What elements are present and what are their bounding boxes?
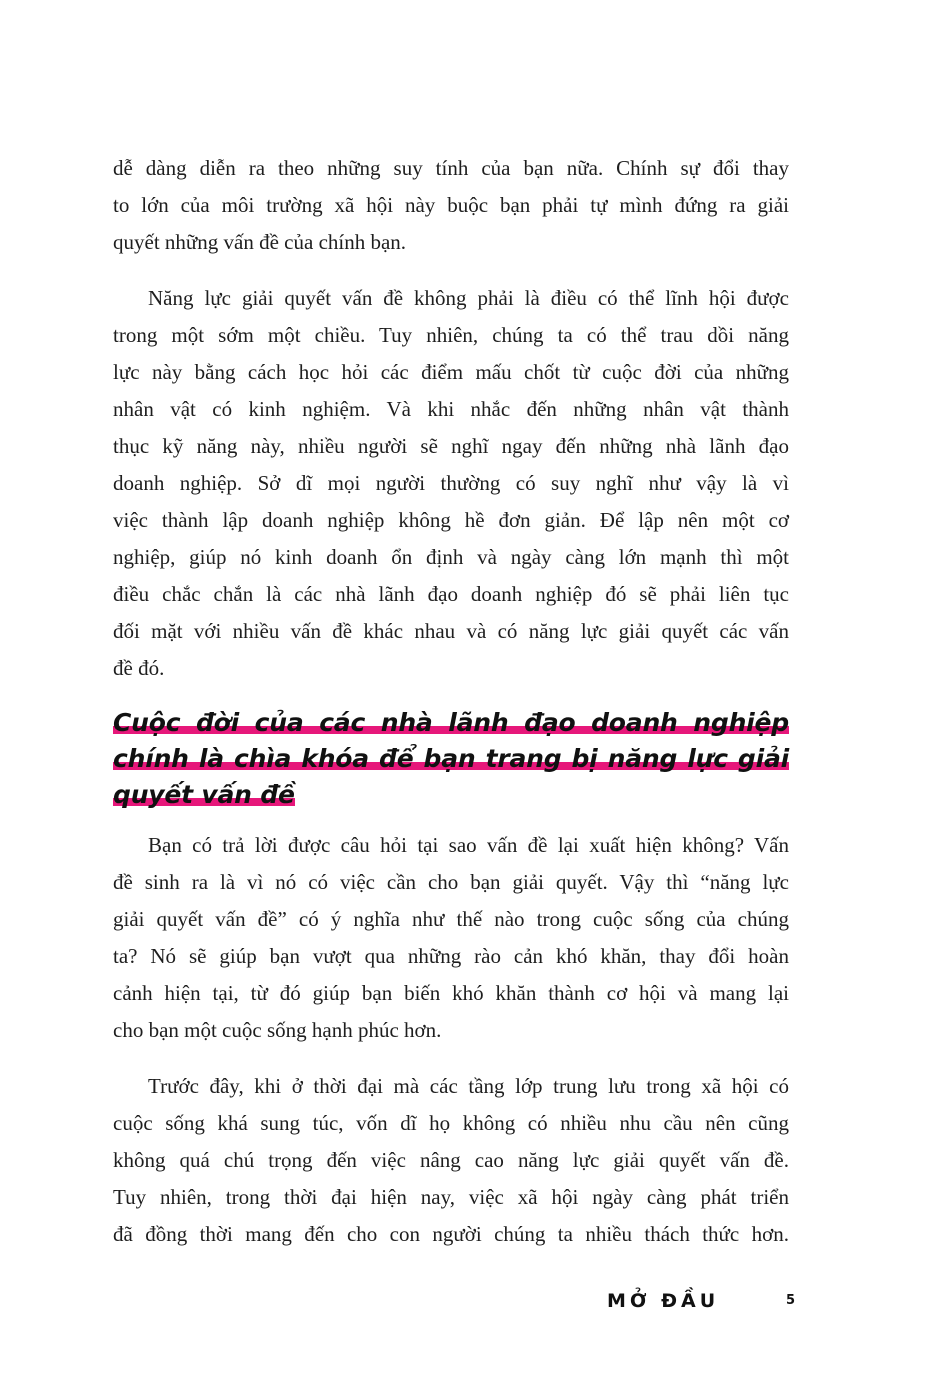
text-line: cuộc sống khá sung túc, vốn dĩ họ không có nhiều nhu cầu nên cũng <box>113 1111 789 1135</box>
text-line: đối mặt với nhiều vấn đề khác nhau và có năng lực giải quyết các vấn <box>113 619 789 643</box>
heading-line <box>113 777 789 813</box>
text-line: dễ dàng diễn ra theo những suy tính của bạn nữa. Chính sự đổi thay <box>113 156 789 180</box>
text-line: nhân vật có kinh nghiệm. Và khi nhắc đến những nhân vật thành <box>113 397 789 421</box>
text-line: Năng lực giải quyết vấn đề không phải là điều có thể lĩnh hội được <box>148 286 789 310</box>
heading-line <box>113 741 789 777</box>
section-heading <box>113 705 789 813</box>
text-line: nghiệp, giúp nó kinh doanh ổn định và ngày càng lớn mạnh thì một <box>113 545 789 569</box>
text-line: trong một sớm một chiều. Tuy nhiên, chúng ta có thể trau dồi năng <box>113 323 789 347</box>
text-line: việc thành lập doanh nghiệp không hề đơn giản. Để lập nên một cơ <box>113 508 789 532</box>
heading-highlight: Cuộc đời của các nhà lãnh đạo doanh nghiệp <box>113 708 789 737</box>
text-line: đã đồng thời mang đến cho con người chúng ta nhiều thách thức hơn. <box>113 1222 789 1246</box>
text-line: Trước đây, khi ở thời đại mà các tầng lớp trung lưu trong xã hội có <box>148 1074 789 1098</box>
paragraph-problem-solving <box>113 280 789 687</box>
text-line: quyết những vấn đề của chính bạn. <box>113 230 407 254</box>
text-line: điều chắc chắn là các nhà lãnh đạo doanh nghiệp đó sẽ phải liên tục <box>113 582 789 606</box>
text-line: Bạn có trả lời được câu hỏi tại sao vấn đề lại xuất hiện không? Vấn <box>148 833 789 857</box>
text-line: cảnh hiện tại, từ đó giúp bạn biến khó khăn thành cơ hội và mang lại <box>113 981 789 1005</box>
text-line: đề sinh ra là vì nó có việc cần cho bạn giải quyết. Vậy thì “năng lực <box>113 870 789 894</box>
text-line: không quá chú trọng đến việc nâng cao năng lực giải quyết vấn đề. <box>113 1148 789 1172</box>
text-line: Tuy nhiên, trong thời đại hiện nay, việc xã hội ngày càng phát triển <box>113 1185 789 1209</box>
running-footer-chapter-title: MỞ ĐẦU <box>607 1290 720 1312</box>
text-line: thục kỹ năng này, nhiều người sẽ nghĩ ngay đến những nhà lãnh đạo <box>113 434 789 458</box>
text-line: doanh nghiệp. Sở dĩ mọi người thường có suy nghĩ như vậy là vì <box>113 471 789 495</box>
paragraph-continuation <box>113 150 789 261</box>
text-line: ta? Nó sẽ giúp bạn vượt qua những rào cản khó khăn, thay đổi hoàn <box>113 944 789 968</box>
text-line: to lớn của môi trường xã hội này buộc bạn phải tự mình đứng ra giải <box>113 193 789 217</box>
text-line: đề đó. <box>113 656 165 680</box>
heading-highlight: chính là chìa khóa để bạn trang bị năng lực giải <box>113 744 789 773</box>
page-number: 5 <box>786 1293 796 1308</box>
heading-line <box>113 705 789 741</box>
paragraph-why-problems <box>113 827 789 1049</box>
text-line: cho bạn một cuộc sống hạnh phúc hơn. <box>113 1018 442 1042</box>
text-line: lực này bằng cách học hỏi các điểm mấu chốt từ cuộc đời của những <box>113 360 789 384</box>
paragraph-past-era <box>113 1068 789 1253</box>
heading-highlight: quyết vấn đề <box>113 780 295 809</box>
text-line: giải quyết vấn đề” có ý nghĩa như thế nào trong cuộc sống của chúng <box>113 907 789 931</box>
page-body <box>113 150 789 1253</box>
